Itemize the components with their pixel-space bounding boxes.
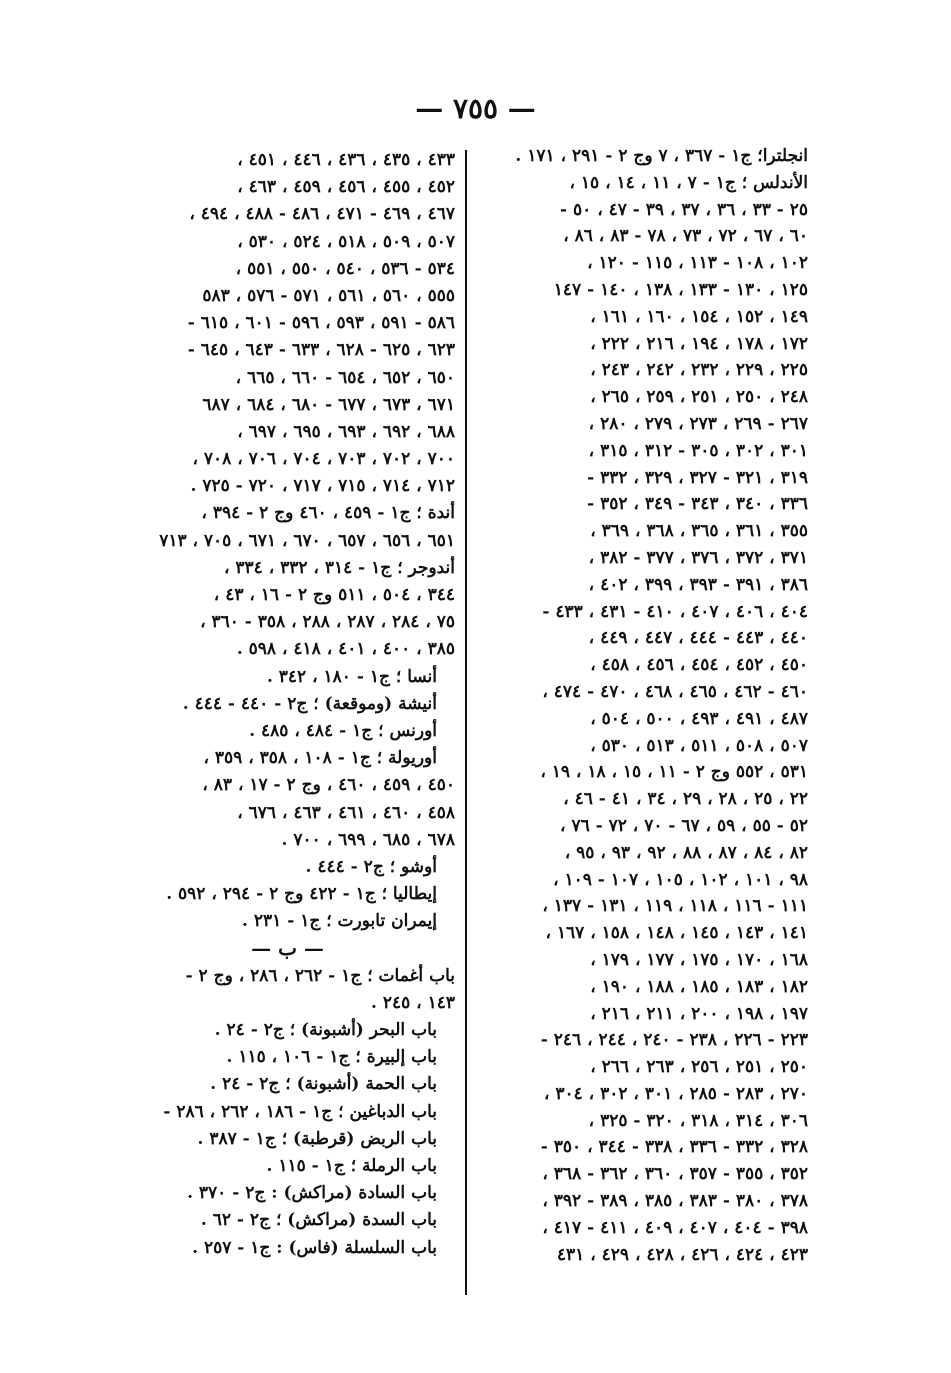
index-column-left [120,147,455,1262]
index-line: أندوجر ؛ ج١ - ٣١٤ ، ٣٣٢ ، ٣٣٤ ، [223,557,455,578]
index-line: أوشو ؛ ج٢ - ٤٤٤ . [305,856,437,877]
index-line: ٧٠٠ ، ٧٠٢ ، ٧٠٣ ، ٧٠٤ ، ٧٠٦ ، ٧٠٨ ، [192,449,455,470]
index-line: ١٤١ ، ١٤٣ ، ١٤٥ ، ١٤٨ ، ١٥٨ ، ١٦٧ ، [545,923,808,944]
index-line: ١٠٢ ، ١٠٨ - ١١٣ ، ١١٥ - ١٢٠ ، [587,253,808,274]
index-line: باب السادة (مراكش) : ج٢ - ٣٧٠ . [187,1183,437,1204]
index-line: ٥٢ - ٥٥ ، ٥٩ ، ٦٧ - ٧٠ ، ٧٢ - ٧٦ ، [560,815,808,836]
index-line: ١١١ - ١١٦ ، ١١٨ ، ١١٩ ، ١٣١ - ١٣٧ ، [542,896,808,917]
index-line: ١٤٣ ، ٢٤٥ . [371,992,455,1013]
index-line: ٦٢٣ ، ٦٢٥ - ٦٢٨ ، ٦٣٣ - ٦٤٣ ، ٦٤٥ - [187,340,455,361]
index-line: ٤٣٣ ، ٤٣٥ ، ٤٣٦ ، ٤٤٦ ، ٤٥١ ، [237,150,455,170]
index-line: ١٧٢ ، ١٧٨ ، ١٩٤ ، ٢١٦ ، ٢٢٢ ، [590,333,808,354]
index-line: ١٨٢ ، ١٨٣ ، ١٨٥ ، ١٨٨ ، ١٩٠ ، [590,976,808,997]
index-line: إيمران تابورت ؛ ج١ - ٢٣١ . [242,911,437,932]
index-line: ٤٠٤ ، ٤٠٦ ، ٤٠٧ ، ٤١٠ - ٤٣١ ، ٤٣٣ - [542,601,808,622]
index-line: ٣٩٨ - ٤٠٤ ، ٤٠٧ ، ٤٠٩ ، ٤١١ - ٤١٧ ، [542,1217,808,1238]
index-line: أندة ؛ ج١ - ٤٥٩ ، ٤٦٠ وج ٢ - ٣٩٤ ، [201,503,455,524]
index-line: أنسا ؛ ج١ - ١٨٠ ، ٣٤٢ . [266,666,437,687]
index-line: ٤٢٣ ، ٤٢٤ ، ٤٢٦ ، ٤٢٨ ، ٤٢٩ ، ٤٣١ [556,1244,808,1265]
index-line: ٣٥٥ ، ٣٦١ ، ٣٦٥ ، ٣٦٨ ، ٣٦٩ ، [590,521,808,542]
index-line: ٢٢٥ ، ٢٢٩ ، ٢٣٢ ، ٢٤٢ ، ٢٤٣ ، [590,360,808,381]
index-line: باب أغمات ؛ ج١ - ٢٦٢ ، ٢٨٦ ، وج ٢ - [185,965,455,986]
index-line: ٦٧٨ ، ٦٨٥ ، ٦٩٩ ، ٧٠٠ . [281,829,455,850]
index-line: ٥٨٦ - ٥٩١ ، ٥٩٣ ، ٥٩٦ - ٦٠١ ، ٦١٥ - [187,313,455,334]
index-line: ٤٥٠ ، ٤٥٢ ، ٤٥٤ ، ٤٥٦ ، ٤٥٨ ، [590,655,808,676]
index-line: ٧٥ ، ٢٨٤ ، ٢٨٧ ، ٢٨٨ ، ٣٥٨ - ٣٦٠ ، [200,612,455,633]
index-line: ١٤٩ ، ١٥٢ ، ١٥٤ ، ١٦٠ ، ١٦١ ، [590,306,808,327]
index-line: أنيشة (وموقعة) ؛ ج٢ - ٤٤٠ - ٤٤٤ . [182,693,437,714]
index-line: ٥٣٤ - ٥٣٦ ، ٥٤٠ ، ٥٥٠ ، ٥٥١ ، [235,258,455,279]
index-line: ٦٧١ ، ٦٧٣ ، ٦٧٧ - ٦٨٠ ، ٦٨٤ ، ٦٨٧ [202,394,455,415]
index-line: ٧١٢ ، ٧١٤ ، ٧١٥ ، ٧١٧ ، ٧٢٠ - ٧٢٥ . [190,476,455,497]
index-line: ٤٤٠ ، ٤٤٣ - ٤٤٤ ، ٤٤٧ ، ٤٤٩ ، [588,628,808,649]
index-line: انجلترا؛ ج١ - ٣٦٧ ، ٧ وج ٢ - ٢٩١ ، ١٧١ . [515,146,808,166]
index-line: ٣٣٦ ، ٣٤٠ ، ٣٤٣ - ٣٤٩ ، ٣٥٢ - [587,494,808,515]
index-line: ٣٠١ ، ٣٠٢ ، ٣٠٥ - ٣١٢ ، ٣١٥ ، [588,440,808,461]
section-heading: — ب — [251,936,324,961]
index-line: ٢٢٣ - ٢٢٦ ، ٢٣٨ - ٢٤٠ ، ٢٤٤ ، ٢٤٦ - [540,1030,808,1051]
index-line: ٣٨٦ ، ٣٩١ - ٣٩٣ ، ٣٩٩ ، ٤٠٢ ، [588,574,808,595]
index-line: ٢٤٨ ، ٢٥٠ ، ٢٥١ ، ٢٥٩ ، ٢٦٥ ، [590,387,808,408]
index-column-right [478,143,808,1268]
index-line: ٩٨ ، ١٠١ ، ١٠٢ ، ١٠٥ ، ١٠٧ - ١٠٩ ، [553,869,808,890]
index-line: أورنس ؛ ج١ - ٤٨٤ ، ٤٨٥ . [249,720,437,741]
index-line: ٣٢٨ ، ٣٣٢ - ٣٣٦ ، ٣٣٨ - ٣٤٤ ، ٣٥٠ - [540,1137,808,1158]
index-line: ٥٣١ ، ٥٥٢ وج ٢ - ١١ ، ١٥ ، ١٨ ، ١٩ ، [540,762,808,783]
index-line: ٢٢ ، ٢٥ ، ٢٨ ، ٢٩ ، ٣٤ ، ٤١ - ٤٦ ، [563,789,808,810]
index-line: ٢٧٠ ، ٢٨٣ - ٢٨٥ ، ٣٠١ ، ٣٠٢ ، ٣٠٤ ، [543,1083,808,1104]
index-line: ٥٥٥ ، ٥٦٠ ، ٥٦١ ، ٥٧١ - ٥٧٦ ، ٥٨٣ [202,285,455,306]
index-line: ١٢٥ ، ١٣٠ - ١٣٣ ، ١٣٨ ، ١٤٠ - ١٤٧ [553,279,808,300]
index-line: ١٦٨ ، ١٧٠ ، ١٧٥ ، ١٧٧ ، ١٧٩ ، [590,949,808,970]
index-line: باب الربض (قرطبة) ؛ ج١ - ٣٨٧ . [197,1128,437,1149]
index-line: ٥٠٧ ، ٥٠٨ ، ٥١١ ، ٥١٣ ، ٥٣٠ ، [590,735,808,756]
index-line: ٦٠ ، ٦٧ ، ٧٢ ، ٧٣ ، ٧٨ - ٨٣ ، ٨٦ ، [563,226,808,247]
index-line: ٤٥٨ ، ٤٦٠ ، ٤٦١ ، ٤٦٣ ، ٦٧٦ ، [237,802,455,823]
index-line: ٣٨٥ ، ٤٠٠ ، ٤٠١ ، ٤١٨ ، ٥٩٨ . [236,639,455,660]
index-line: ٣٤٤ ، ٥٠٤ ، ٥١١ وج ٢ - ١٦ ، ٤٣ ، [213,585,455,605]
index-line: أوريولة ؛ ج١ - ١٠٨ ، ٣٥٨ ، ٣٥٩ ، [203,748,437,769]
index-line: ٤٦٠ - ٤٦٢ ، ٤٦٥ ، ٤٦٨ ، ٤٧٠ - ٤٧٤ ، [542,681,808,702]
index-line: الأندلس ؛ ج١ - ٧ ، ١١ ، ١٤ ، ١٥ ، [569,172,808,193]
index-line: ٢٥٠ ، ٢٥١ ، ٢٥٦ ، ٢٦٣ ، ٢٦٦ ، [590,1057,808,1078]
index-line: ٥٠٧ ، ٥٠٩ ، ٥١٨ ، ٥٢٤ ، ٥٣٠ ، [237,231,455,252]
index-line: باب الرملة ؛ ج١ - ١١٥ . [266,1155,437,1176]
index-line: ١٩٧ ، ١٩٨ ، ٢٠٠ ، ٢١١ ، ٢١٦ ، [590,1003,808,1024]
index-line: ٢٦٧ - ٢٦٩ ، ٢٧٣ ، ٢٧٩ ، ٢٨٠ ، [588,413,808,434]
index-line: باب إلبيرة ؛ ج١ - ١٠٦ ، ١١٥ . [226,1047,437,1068]
index-line: ٤٦٧ ، ٤٦٩ - ٤٧١ ، ٤٨٦ - ٤٨٨ ، ٤٩٤ ، [189,204,455,225]
index-line: ٣٠٦ ، ٣١٤ ، ٣١٨ ، ٣٢٠ - ٣٢٥ ، [588,1110,808,1131]
index-line: ٣٥٢ ، ٣٥٥ - ٣٥٧ ، ٣٦٠ ، ٣٦٢ - ٣٦٨ ، [542,1164,808,1185]
index-line: باب البحر (أشبونة) ؛ ج٢ - ٢٤ . [214,1020,437,1040]
index-line: ٣٧١ ، ٣٧٢ ، ٣٧٦ ، ٣٧٧ - ٣٨٢ ، [588,547,808,568]
page-number: — ٧٥٥ — [415,92,536,125]
index-line: ٢٥ - ٣٣ ، ٣٦ ، ٣٧ ، ٣٩ - ٤٧ ، ٥٠ - [560,199,808,220]
index-line: باب السدة (مراكش) ؛ ج٢ - ٦٢ . [200,1210,437,1231]
index-line: ٣١٩ ، ٣٢١ - ٣٢٧ ، ٣٢٩ ، ٣٣٢ - [587,467,808,488]
index-line: إيطاليا ؛ ج١ - ٤٢٢ وج ٢ - ٢٩٤ ، ٥٩٢ . [166,884,437,905]
index-line: باب الحمة (أشبونة) ؛ ج٢ - ٢٤ . [210,1074,437,1095]
index-line: باب السلسلة (فاس) : ج١ - ٢٥٧ . [192,1237,437,1258]
index-line: ٨٢ ، ٨٤ ، ٨٧ ، ٨٨ ، ٩٢ ، ٩٣ ، ٩٥ ، [564,842,808,863]
index-line: ٦٥١ ، ٦٥٦ ، ٦٥٧ ، ٦٧٠ ، ٦٧١ ، ٧٠٥ ، ٧١٣ [159,530,455,551]
column-divider [465,150,467,1295]
index-line: باب الدباغين ؛ ج١ - ١٨٦ ، ٢٦٢ ، ٢٨٦ - [163,1101,437,1122]
index-line: ٣٧٨ ، ٣٨٠ - ٣٨٣ ، ٣٨٥ ، ٣٨٩ - ٣٩٢ ، [542,1191,808,1212]
index-line: ٤٥٢ ، ٤٥٥ ، ٤٥٦ ، ٤٥٩ ، ٤٦٣ ، [237,177,455,198]
index-line: ٤٨٧ ، ٤٩١ ، ٤٩٣ ، ٥٠٠ ، ٥٠٤ ، [590,708,808,729]
index-line: ٤٥٠ ، ٤٥٩ ، ٤٦٠ ، وج ٢ - ١٧ ، ٨٣ ، [202,775,455,796]
index-line: ٦٥٠ ، ٦٥٢ ، ٦٥٤ - ٦٦٠ ، ٦٦٥ ، [235,367,455,388]
index-line: ٦٨٨ ، ٦٩٢ ، ٦٩٣ ، ٦٩٥ ، ٦٩٧ ، [237,421,455,442]
